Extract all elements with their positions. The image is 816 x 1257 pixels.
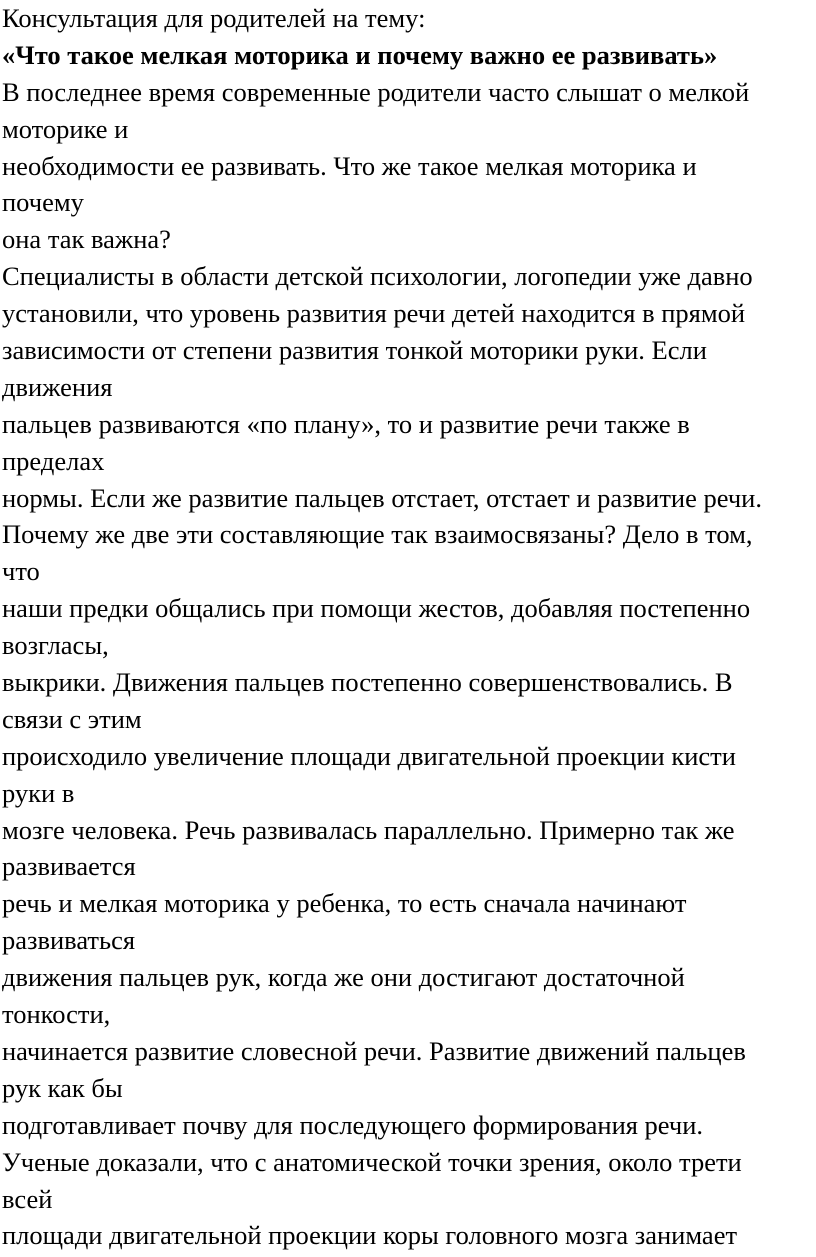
body-line: моторике и [2,113,129,144]
body-line: необходимости ее развивать. Что же такое мелкая моторика и [2,150,697,181]
body-line: пальцев развиваются «по плану», то и развитие речи также в [2,408,690,439]
body-line: всей [2,1183,53,1214]
body-line: выкрики. Движения пальцев постепенно совершенствовались. В [2,667,733,698]
body-line: установили, что уровень развития речи детей находится в прямой [2,298,746,329]
body-line: рук как бы [2,1072,123,1103]
body-line: нормы. Если же развитие пальцев отстает, отстает и развитие речи. [2,482,762,513]
document-title: «Что такое мелкая моторика и почему важно ее развивать» [2,39,718,70]
body-line: Почему же две эти составляющие так взаимосвязаны? Дело в том, [2,519,753,550]
body-line: развивается [2,851,136,882]
body-line: подготавливает почву для последующего формирования речи. [2,1109,704,1140]
body-line: пределах [2,445,105,476]
body-line: возгласы, [2,630,109,661]
body-line: мозге человека. Речь развивалась параллельно. Примерно так же [2,814,735,845]
body-line: движения пальцев рук, когда же они достигают достаточной [2,962,685,993]
body-line: что [2,556,40,587]
body-line: Ученые доказали, что с анатомической точки зрения, около трети [2,1146,742,1177]
document-body [2,74,816,1255]
body-line: движения [2,371,113,402]
body-line: почему [2,187,84,218]
body-line: наши предки общались при помощи жестов, добавляя постепенно [2,593,751,624]
body-line: Специалисты в области детской психологии, логопедии уже давно [2,261,753,292]
body-line: происходило увеличение площади двигательной проекции кисти [2,740,736,771]
body-line: зависимости от степени развития тонкой моторики руки. Если [2,335,707,366]
document-header: Консультация для родителей на тему: [2,3,426,33]
body-line: тонкости, [2,999,111,1030]
body-line: она так важна? [2,224,171,255]
body-line: связи с этим [2,703,142,734]
body-line: В последнее время современные родители часто слышат о мелкой [2,76,750,107]
body-line: руки в [2,777,75,808]
body-line: площади двигательной проекции коры головного мозга занимает [2,1220,738,1251]
body-line: начинается развитие словесной речи. Развитие движений пальцев [2,1035,746,1066]
body-line: речь и мелкая моторика у ребенка, то есть сначала начинают [2,888,687,919]
body-line: развиваться [2,925,136,956]
